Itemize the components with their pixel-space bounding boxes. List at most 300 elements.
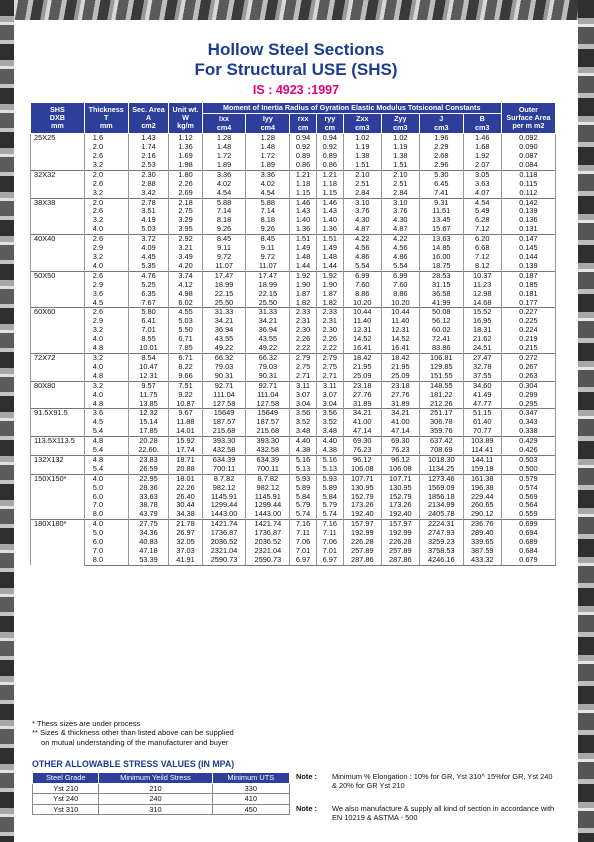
table-cell: 3.6 (84, 409, 128, 418)
table-cell: 11.51 (419, 207, 463, 216)
table-cell: 20.28 (128, 437, 169, 446)
table-cell: 2590.73 (246, 556, 290, 565)
table-cell: 5.4 (84, 427, 128, 436)
table-cell: 5.50 (169, 326, 202, 335)
table-cell: 21.62 (463, 335, 501, 344)
table-cell: 1421.74 (202, 520, 246, 529)
table-cell: 0.559 (501, 510, 555, 519)
table-cell: 2.26 (290, 335, 317, 344)
table-cell: 9.57 (128, 381, 169, 390)
table-cell: 16.41 (381, 344, 419, 353)
table-cell: 92.71 (246, 381, 290, 390)
table-cell: 34.38 (169, 510, 202, 519)
stress-cell: 450 (212, 804, 289, 815)
table-cell: 22.26 (169, 484, 202, 493)
table-cell: 9.26 (246, 225, 290, 234)
table-cell: 1.36 (290, 225, 317, 234)
table-cell: 2.88 (128, 180, 169, 189)
table-cell: 12.31 (343, 326, 381, 335)
table-cell: 26.40 (169, 493, 202, 502)
table-cell: 4.0 (84, 262, 128, 271)
table-cell: 106.08 (343, 465, 381, 474)
section-size-cell: 40X40 (31, 235, 85, 272)
table-cell: 5.93 (290, 474, 317, 483)
col-header-ryy: ryy cm (316, 114, 343, 134)
table-cell: 637.42 (419, 437, 463, 446)
table-cell: 634.39 (246, 455, 290, 464)
table-cell: 5.25 (128, 281, 169, 290)
table-cell: 6.45 (419, 180, 463, 189)
table-cell: 9.67 (169, 409, 202, 418)
table-cell: 5.54 (381, 262, 419, 271)
table-cell: 7.67 (128, 299, 169, 308)
table-cell: 103.89 (463, 437, 501, 446)
table-cell: 0.225 (501, 317, 555, 326)
table-cell: 1443.00 (202, 510, 246, 519)
table-cell: 7.11 (316, 529, 343, 538)
table-cell: 1421.74 (246, 520, 290, 529)
table-cell: 7.12 (463, 225, 501, 234)
table-cell: 9.31 (419, 198, 463, 207)
table-cell: 9.11 (246, 244, 290, 253)
table-cell: 192.99 (381, 529, 419, 538)
table-cell: 0.139 (501, 262, 555, 271)
table-cell: 0.347 (501, 409, 555, 418)
table-cell: 5.35 (128, 262, 169, 271)
table-cell: 4.0 (84, 335, 128, 344)
table-cell: 0.684 (501, 547, 555, 556)
col-header-j: J cm3 (419, 114, 463, 134)
table-cell: 2134.99 (419, 501, 463, 510)
table-cell: 4.02 (202, 180, 246, 189)
table-cell: 92.71 (202, 381, 246, 390)
table-cell: 215.68 (202, 427, 246, 436)
note-label: Note : (296, 772, 317, 781)
table-cell: 5.0 (84, 484, 128, 493)
table-cell: 22.95 (128, 474, 169, 483)
footnotes (32, 719, 352, 747)
col-header-iyy: Iyy cm4 (246, 114, 290, 134)
table-cell: 4.20 (169, 262, 202, 271)
table-cell: 2590.73 (202, 556, 246, 565)
table-cell: 0.89 (316, 152, 343, 161)
table-cell: 1.51 (316, 235, 343, 244)
table-cell: 192.40 (343, 510, 381, 519)
table-cell: 0.219 (501, 335, 555, 344)
table-cell: 8.54 (128, 353, 169, 362)
table-cell: 25.09 (381, 372, 419, 381)
table-cell: 47.77 (463, 400, 501, 409)
table-cell: 290.12 (463, 510, 501, 519)
table-cell: 5.93 (316, 474, 343, 483)
table-cell: 79.03 (202, 363, 246, 372)
table-cell: 0.215 (501, 344, 555, 353)
table-cell: 2.0 (84, 170, 128, 179)
table-cell: 1.40 (290, 216, 317, 225)
table-cell: 8.55 (128, 335, 169, 344)
table-cell: 2.75 (316, 363, 343, 372)
page-title-line1: Hollow Steel Sections (207, 40, 385, 59)
table-cell: 49.22 (202, 344, 246, 353)
table-cell: 3.36 (202, 170, 246, 179)
table-cell: 83.86 (419, 344, 463, 353)
table-cell: 0.343 (501, 418, 555, 427)
table-cell: 5.89 (290, 484, 317, 493)
table-cell: 1.28 (246, 134, 290, 143)
table-cell: 4.09 (128, 244, 169, 253)
table-cell: 1.82 (290, 299, 317, 308)
table-cell: 287.86 (343, 556, 381, 565)
table-cell: 152.79 (381, 493, 419, 502)
stress-header-yield: Minimum Yeild Stress (99, 773, 212, 784)
table-cell: 173.26 (343, 501, 381, 510)
table-cell: 0.084 (501, 161, 555, 170)
section-size-cell: 80X80 (31, 381, 85, 409)
table-cell: 4.22 (381, 235, 419, 244)
table-cell: 7.06 (290, 538, 317, 547)
table-cell: 0.426 (501, 446, 555, 455)
table-cell: 1.21 (316, 170, 343, 179)
table-cell: 8.7.82 (246, 474, 290, 483)
table-cell: 41.99 (419, 299, 463, 308)
table-cell: 15649 (246, 409, 290, 418)
table-cell: 7.41 (419, 189, 463, 198)
table-cell: 3.56 (290, 409, 317, 418)
table-cell: 226.28 (343, 538, 381, 547)
table-cell: 3.6 (84, 290, 128, 299)
table-cell: 34.21 (246, 317, 290, 326)
table-cell: 17.47 (246, 271, 290, 280)
table-cell: 30.44 (169, 501, 202, 510)
table-cell: 700.11 (202, 465, 246, 474)
table-cell: 2.96 (419, 161, 463, 170)
table-cell: 18.99 (246, 281, 290, 290)
note-standards-text: We also manufacture & supply all kind of section in accordance with EN 10219 & ASTMA - 500 (332, 804, 555, 823)
table-cell: 1.48 (316, 253, 343, 262)
table-cell: 433.32 (463, 556, 501, 565)
table-cell: 2.92 (169, 235, 202, 244)
table-cell: 107.71 (381, 474, 419, 483)
table-cell: 25.09 (343, 372, 381, 381)
table-cell: 9.72 (202, 253, 246, 262)
table-cell: 0.272 (501, 353, 555, 362)
table-cell: 11.75 (128, 391, 169, 400)
footnote-2: ** Sizes & thickness other than listed above can be supplied (32, 728, 234, 738)
table-cell: 0.263 (501, 372, 555, 381)
table-cell: 18.71 (169, 455, 202, 464)
table-cell: 8.45 (202, 235, 246, 244)
table-cell: 2.31 (290, 317, 317, 326)
table-cell: 0.118 (501, 170, 555, 179)
table-cell: 14.52 (343, 335, 381, 344)
stress-cell: Yst 210 (33, 783, 99, 794)
table-cell: 0.564 (501, 501, 555, 510)
table-cell: 5.4 (84, 446, 128, 455)
table-cell: 1.48 (202, 143, 246, 152)
table-cell: 0.185 (501, 281, 555, 290)
table-cell: 2.6 (84, 207, 128, 216)
table-cell: 0.500 (501, 465, 555, 474)
table-cell: 2.75 (169, 207, 202, 216)
table-cell: 0.689 (501, 538, 555, 547)
table-row (31, 556, 556, 565)
table-cell: 15.67 (419, 225, 463, 234)
table-cell: 50.08 (419, 308, 463, 317)
table-cell: 2.9 (84, 317, 128, 326)
table-cell: 47.14 (343, 427, 381, 436)
table-cell: 1.38 (343, 152, 381, 161)
table-cell: 2.6 (84, 308, 128, 317)
table-cell: 56.12 (419, 317, 463, 326)
section-size-cell: 60X60 (31, 308, 85, 354)
table-cell: 4.8 (84, 455, 128, 464)
table-cell: 3.74 (169, 271, 202, 280)
stress-cell: 330 (212, 783, 289, 794)
col-header-zyy: Zyy cm3 (381, 114, 419, 134)
table-cell: 1.49 (290, 244, 317, 253)
table-cell: 4.22 (343, 235, 381, 244)
table-cell: 26.97 (169, 529, 202, 538)
table-cell: 7.85 (169, 344, 202, 353)
table-cell: 43.55 (202, 335, 246, 344)
table-cell: 6.71 (169, 353, 202, 362)
stress-row (33, 804, 290, 815)
table-cell: 10.44 (343, 308, 381, 317)
table-cell: 51.15 (463, 409, 501, 418)
table-cell: 4.5 (84, 418, 128, 427)
table-cell: 1.69 (169, 152, 202, 161)
table-cell: 3.95 (169, 225, 202, 234)
col-header-zxx: Zxx cm3 (343, 114, 381, 134)
table-cell: 5.13 (290, 465, 317, 474)
table-cell: 3.29 (169, 216, 202, 225)
table-cell: 287.86 (381, 556, 419, 565)
table-cell: 0.090 (501, 143, 555, 152)
table-cell: 6.20 (463, 235, 501, 244)
table-cell: 1.6 (84, 134, 128, 143)
table-cell: 1.48 (246, 143, 290, 152)
table-cell: 11.88 (169, 418, 202, 427)
table-cell: 7.12 (463, 253, 501, 262)
table-cell: 0.94 (316, 134, 343, 143)
table-cell: 12.31 (381, 326, 419, 335)
table-cell: 31.33 (202, 308, 246, 317)
table-cell: 0.224 (501, 326, 555, 335)
table-cell: 3.48 (290, 427, 317, 436)
table-cell: 8.86 (381, 290, 419, 299)
pipe-border-left (0, 0, 14, 842)
table-cell: 2.22 (316, 344, 343, 353)
table-cell: 982.12 (202, 484, 246, 493)
table-cell: 2.6 (84, 180, 128, 189)
table-cell: 3.2 (84, 161, 128, 170)
table-cell: 1736.87 (246, 529, 290, 538)
table-cell: 257.89 (381, 547, 419, 556)
table-cell: 4.12 (169, 281, 202, 290)
table-cell: 157.97 (381, 520, 419, 529)
table-cell: 0.087 (501, 152, 555, 161)
table-cell: 2.33 (316, 308, 343, 317)
table-cell: 10.01 (128, 344, 169, 353)
table-cell: 3259.23 (419, 538, 463, 547)
table-cell: 5.03 (169, 317, 202, 326)
table-cell: 79.03 (246, 363, 290, 372)
table-cell: 127.58 (202, 400, 246, 409)
table-cell: 1.51 (343, 161, 381, 170)
table-cell: 4.30 (343, 216, 381, 225)
table-cell: 2.10 (381, 170, 419, 179)
table-cell: 432.58 (202, 446, 246, 455)
table-cell: 6.35 (128, 290, 169, 299)
table-cell: 23.83 (128, 455, 169, 464)
table-cell: 152.79 (343, 493, 381, 502)
table-cell: 111.04 (246, 391, 290, 400)
table-cell: 2.79 (316, 353, 343, 362)
table-cell: 14.85 (419, 244, 463, 253)
table-cell: 8.45 (246, 235, 290, 244)
table-cell: 0.295 (501, 400, 555, 409)
table-cell: 8.0 (84, 510, 128, 519)
table-cell: 3758.53 (419, 547, 463, 556)
table-cell: 4.56 (381, 244, 419, 253)
table-cell: 1.51 (381, 161, 419, 170)
table-cell: 5.88 (202, 198, 246, 207)
table-cell: 0.267 (501, 363, 555, 372)
table-cell: 4246.16 (419, 556, 463, 565)
stress-table (32, 772, 290, 815)
table-cell: 1.02 (381, 134, 419, 143)
table-cell: 5.49 (463, 207, 501, 216)
pipe-border-right (578, 0, 594, 842)
table-cell: 9.22 (169, 391, 202, 400)
table-cell: 130.95 (343, 484, 381, 493)
table-cell: 4.07 (463, 189, 501, 198)
table-cell: 22.60. (128, 446, 169, 455)
table-cell: 17.74 (169, 446, 202, 455)
table-cell: 1.46 (463, 134, 501, 143)
table-cell: 1.44 (290, 262, 317, 271)
table-cell: 4.54 (246, 189, 290, 198)
table-cell: 0.177 (501, 299, 555, 308)
table-cell: 0.92 (290, 143, 317, 152)
table-cell: 226.28 (381, 538, 419, 547)
table-cell: 61.40 (463, 418, 501, 427)
table-cell: 34.21 (202, 317, 246, 326)
table-cell: 96.12 (343, 455, 381, 464)
table-cell: 0.144 (501, 253, 555, 262)
table-cell: 5.80 (128, 308, 169, 317)
table-cell: 1.74 (128, 143, 169, 152)
table-cell: 2.71 (316, 372, 343, 381)
table-cell: 25.50 (246, 299, 290, 308)
table-cell: 37.55 (463, 372, 501, 381)
table-cell: 10.20 (381, 299, 419, 308)
table-cell: 4.56 (343, 244, 381, 253)
table-cell: 2.26 (316, 335, 343, 344)
stress-cell: 240 (99, 794, 212, 805)
table-cell: 0.503 (501, 455, 555, 464)
table-cell: 9.66 (169, 372, 202, 381)
table-cell: 2.10 (343, 170, 381, 179)
stress-row (33, 794, 290, 805)
table-cell: 66.32 (202, 353, 246, 362)
section-size-cell: 91.5X91.5 (31, 409, 85, 437)
table-cell: 7.01 (290, 547, 317, 556)
table-cell: 1.15 (316, 189, 343, 198)
table-cell: 24.51 (463, 344, 501, 353)
table-cell: 5.0 (84, 529, 128, 538)
table-cell: 251.17 (419, 409, 463, 418)
table-cell: 4.54 (463, 198, 501, 207)
table-cell: 0.86 (290, 161, 317, 170)
table-cell: 708.69 (419, 446, 463, 455)
table-cell: 4.0 (84, 474, 128, 483)
table-cell: 16.95 (463, 317, 501, 326)
table-cell: 129.85 (419, 363, 463, 372)
table-cell: 23.18 (343, 381, 381, 390)
table-cell: 196.38 (463, 484, 501, 493)
table-cell: 31.89 (381, 400, 419, 409)
table-cell: 1.87 (316, 290, 343, 299)
table-cell: 17.85 (128, 427, 169, 436)
table-cell: 3.2 (84, 381, 128, 390)
table-cell: 432.58 (246, 446, 290, 455)
table-cell: 12.98 (463, 290, 501, 299)
table-cell: 4.40 (290, 437, 317, 446)
table-cell: 33.63 (128, 493, 169, 502)
table-cell: 16.00 (419, 253, 463, 262)
table-cell: 144.11 (463, 455, 501, 464)
footnote-3: on mutual understanding of the manufacturer and buyer (41, 737, 229, 747)
table-cell: 53.39 (128, 556, 169, 565)
table-cell: 700.11 (246, 465, 290, 474)
table-cell: 2.71 (290, 372, 317, 381)
table-cell: 2.30 (290, 326, 317, 335)
table-cell: 3.10 (381, 198, 419, 207)
table-cell: 3.2 (84, 326, 128, 335)
table-cell: 1.44 (316, 262, 343, 271)
table-cell: 0.694 (501, 529, 555, 538)
table-cell: 1.80 (169, 170, 202, 179)
table-cell: 2.9 (84, 244, 128, 253)
table-cell: 5.30 (419, 170, 463, 179)
table-cell: 1.51 (290, 235, 317, 244)
footnote-1: * Thess sizes are under process (32, 719, 141, 728)
table-cell: 0.299 (501, 391, 555, 400)
table-cell: 18.42 (343, 353, 381, 362)
table-cell: 3.04 (316, 400, 343, 409)
table-cell: 1.12 (169, 134, 202, 143)
table-cell: 127.58 (246, 400, 290, 409)
table-cell: 3.11 (290, 381, 317, 390)
note-standards (296, 804, 558, 823)
table-cell: 1.40 (316, 216, 343, 225)
table-cell: 7.11 (290, 529, 317, 538)
table-cell: 15649 (202, 409, 246, 418)
table-cell: 4.87 (343, 225, 381, 234)
table-cell: 9.72 (246, 253, 290, 262)
table-row (31, 465, 556, 474)
table-cell: 7.01 (128, 326, 169, 335)
table-cell: 130.95 (381, 484, 419, 493)
table-cell: 20.88 (169, 465, 202, 474)
table-cell: 1.46 (316, 198, 343, 207)
table-cell: 17.47 (202, 271, 246, 280)
table-cell: 260.65 (463, 501, 501, 510)
stress-header-uts: Minimum UTS (212, 773, 289, 784)
table-cell: 41.00 (381, 418, 419, 427)
table-cell: 3.63 (463, 180, 501, 189)
